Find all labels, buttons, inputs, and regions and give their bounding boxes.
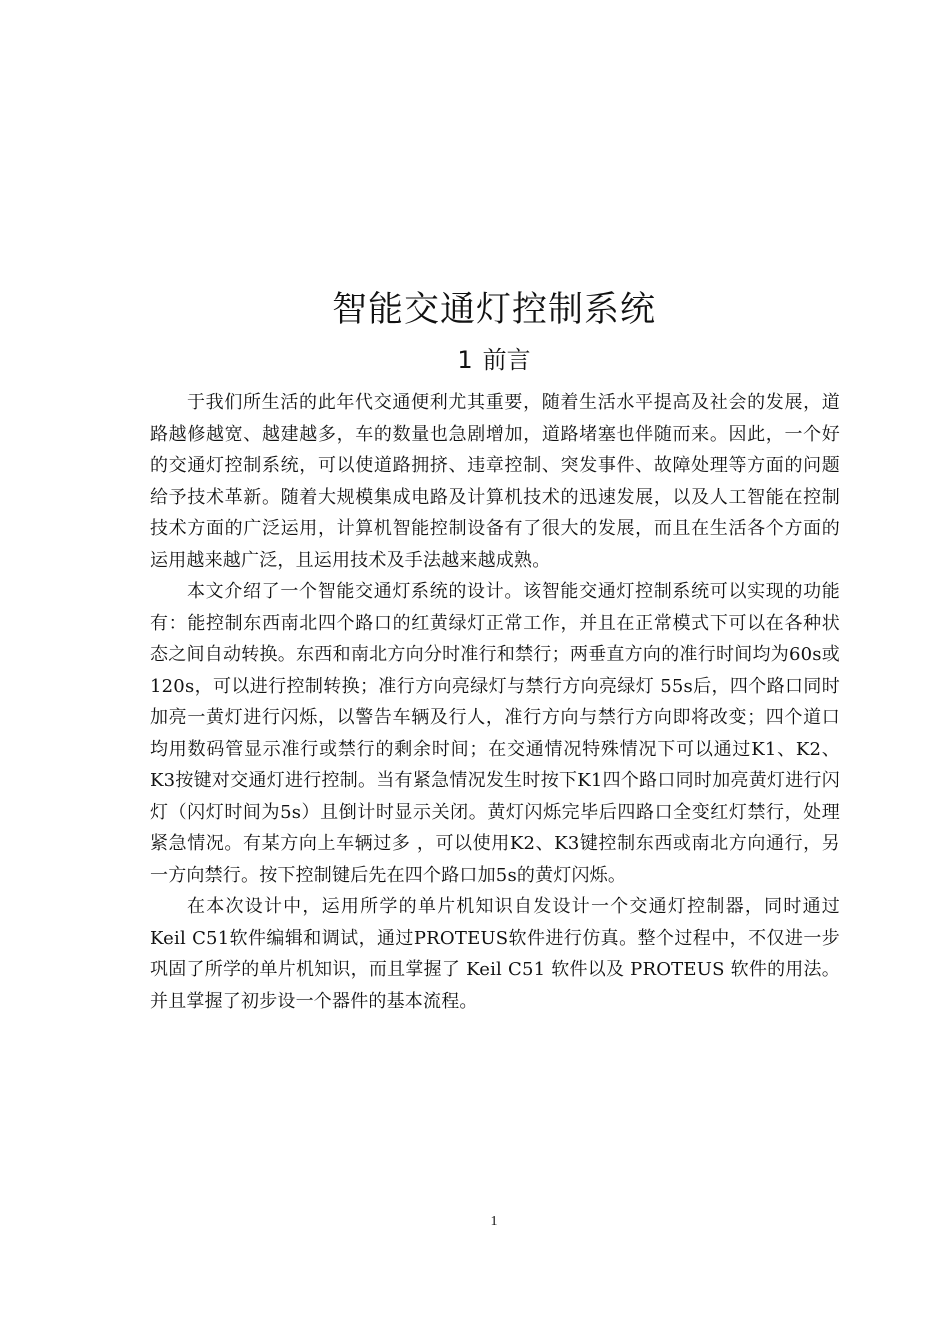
document-title: 智能交通灯控制系统: [331, 290, 656, 330]
page-number: 1: [490, 1214, 498, 1229]
body-text: [150, 387, 840, 1017]
section-number: 1: [457, 346, 473, 374]
paragraph-3: 在本次设计中，运用所学的单片机知识自发设计一个交通灯控制器，同时通过Keil C51软件编辑和调试，通过PROTEUS软件进行仿真。整个过程中，不仅进一步巩固了所学的单片机知识，而且掌握了 Keil C51 软件以及 PROTEUS 软件的用法。并且掌握了初步设一个器件的基本流程。: [150, 896, 840, 1012]
paragraph-1: 于我们所生活的此年代交通便利尤其重要，随着生活水平提高及社会的发展，道路越修越宽、越建越多，车的数量也急剧增加，道路堵塞也伴随而来。因此，一个好的交通灯控制系统，可以使道路拥挤、违章控制、突发事件、故障处理等方面的问题给予技术革新。随着大规模集成电路及计算机技术的迅速发展，以及人工智能在控制技术方面的广泛运用，计算机智能控制设备有了很大的发展，而且在生活各个方面的运用越来越广泛，且运用技术及手法越来越成熟。: [150, 392, 840, 571]
paragraph-2: 本文介绍了一个智能交通灯系统的设计。该智能交通灯控制系统可以实现的功能有：能控制东西南北四个路口的红黄绿灯正常工作，并且在正常模式下可以在各种状态之间自动转换。东西和南北方向分时准行和禁行；两垂直方向的准行时间均为60s或120s，可以进行控制转换；准行方向亮绿灯与禁行方向亮绿灯 55s后，四个路口同时加亮一黄灯进行闪烁，以警告车辆及行人，准行方向与禁行方向即将改变；四个道口均用数码管显示准行或禁行的剩余时间；在交通情况特殊情况下可以通过K1、K2、K3按键对交通灯进行控制。当有紧急情况发生时按下K1四个路口同时加亮黄灯进行闪灯（闪灯时间为5s）且倒计时显示关闭。黄灯闪烁完毕后四路口全变红灯禁行，处理紧急情况。有某方向上车辆过多 ，可以使用K2、K3键控制东西或南北方向通行，另一方向禁行。按下控制键后先在四个路口加5s的黄灯闪烁。: [150, 581, 840, 886]
section-heading: [0, 342, 950, 378]
section-title: 前言: [482, 346, 531, 374]
